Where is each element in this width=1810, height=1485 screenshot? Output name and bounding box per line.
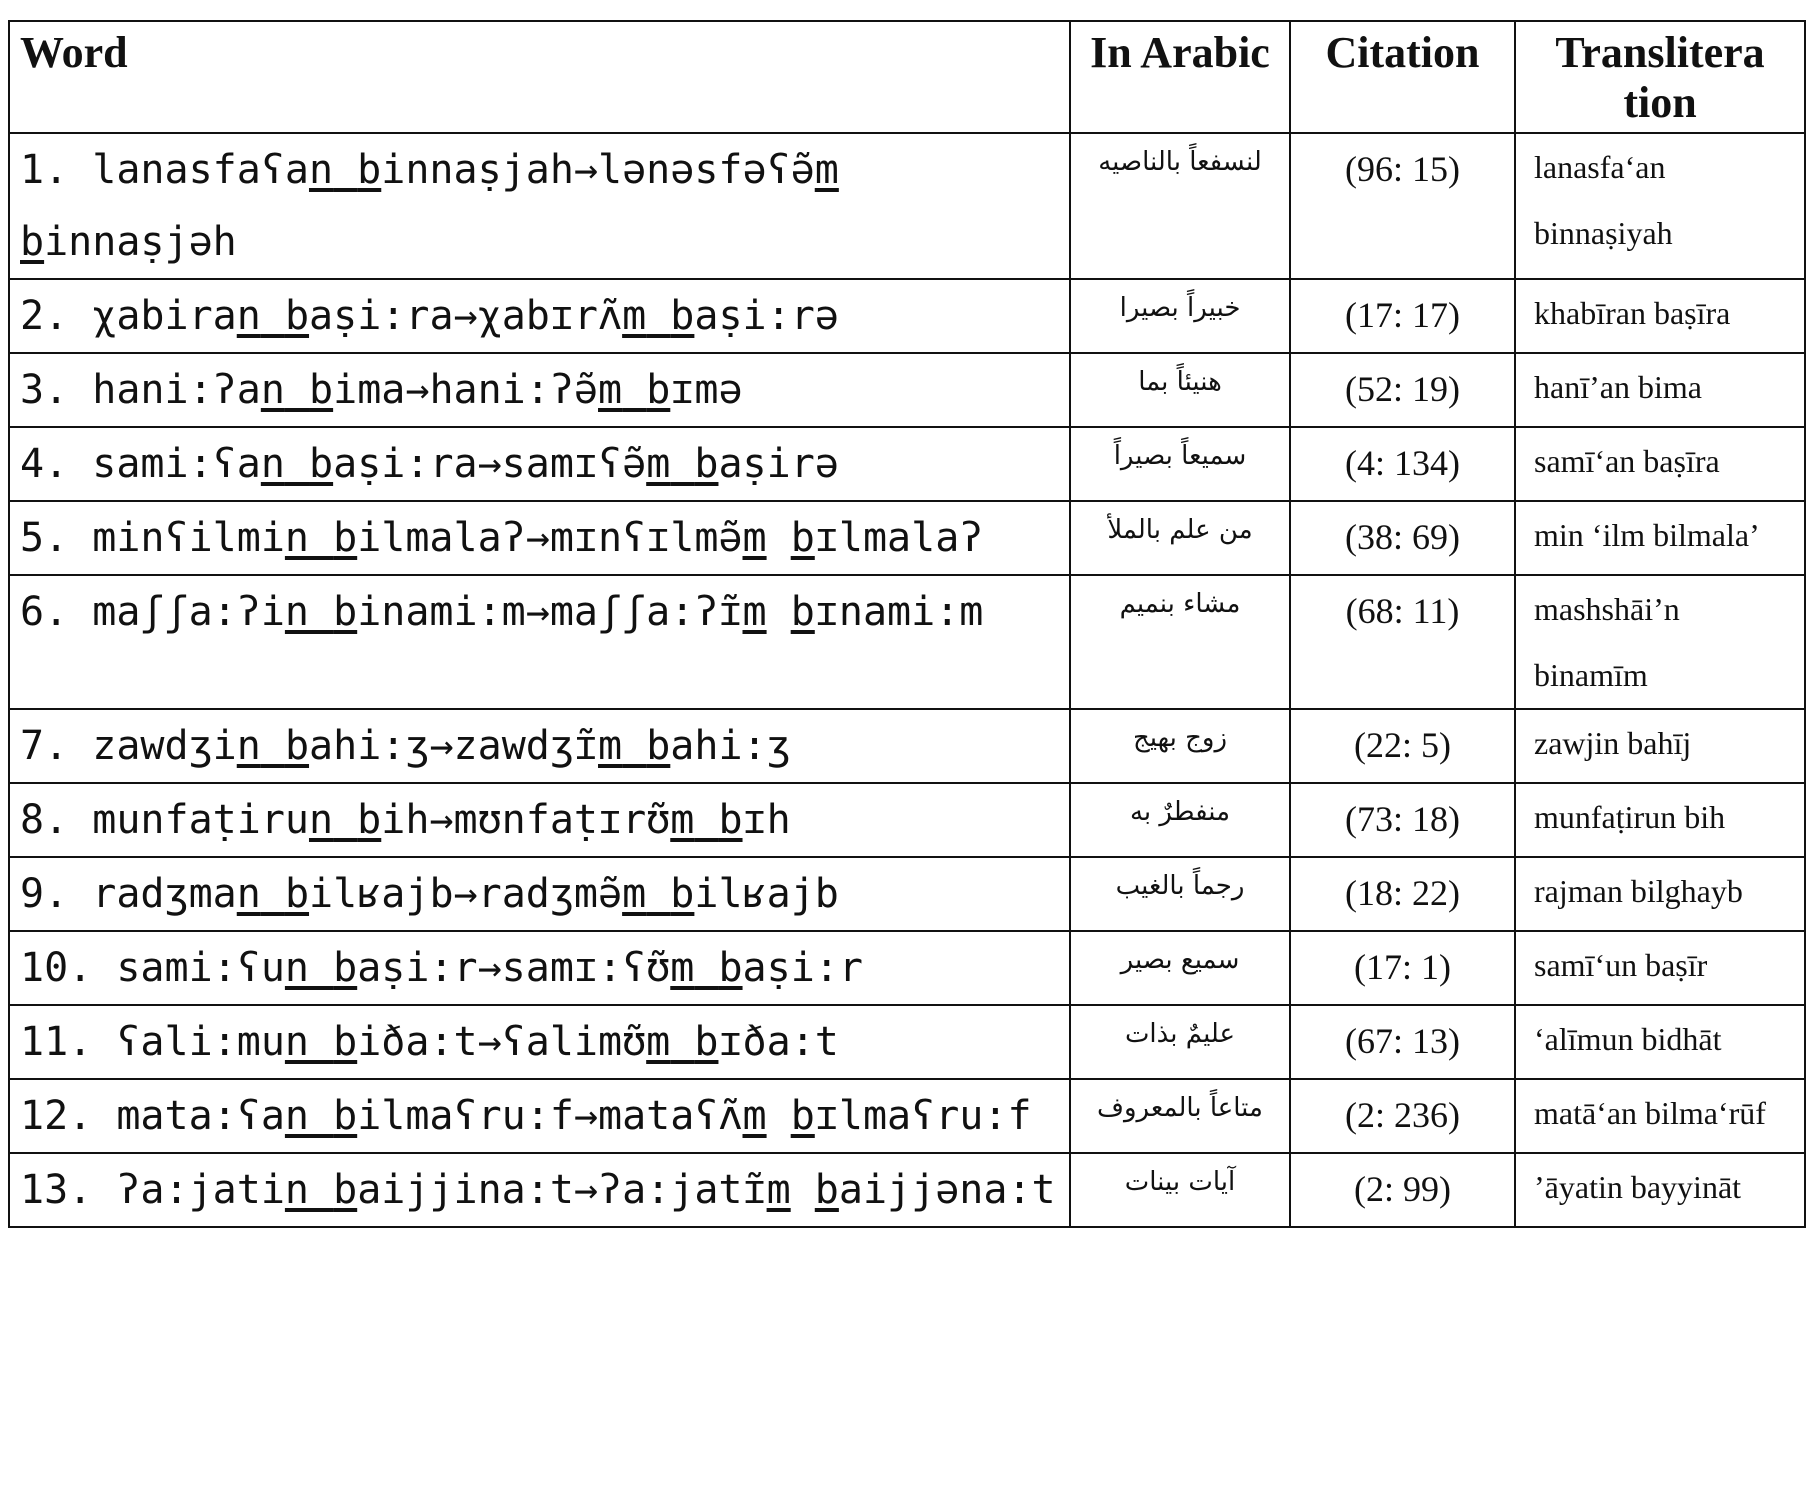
transliteration-cell: min ‘ilm bilmala’ bbox=[1515, 501, 1805, 575]
arabic-cell: سميعاً بصيراً bbox=[1070, 427, 1290, 501]
word-segment: ahi:ʒ bbox=[670, 723, 791, 769]
underlined-segment: b bbox=[646, 367, 671, 413]
arabic-cell: سميع بصير bbox=[1070, 931, 1290, 1005]
word-cell bbox=[9, 857, 1070, 931]
word-segment: ilmaʕru:f→mataʕʌ̃ bbox=[357, 1093, 743, 1139]
underlined-segment: n bbox=[308, 147, 334, 193]
underlined-segment: m bbox=[766, 1167, 791, 1213]
underlined-segment: b bbox=[284, 723, 310, 769]
word-segment: ɪlmaʕru:f bbox=[814, 1093, 1032, 1139]
transliteration-cell: matā‘an bilma‘rūf bbox=[1515, 1079, 1805, 1153]
underlined-segment bbox=[261, 871, 285, 917]
word-segment: ilʁajb→radʒmə̃ bbox=[309, 871, 623, 917]
word-cell bbox=[9, 709, 1070, 783]
underlined-segment: b bbox=[694, 1019, 719, 1065]
underlined-segment bbox=[670, 1019, 694, 1065]
underlined-segment: m bbox=[646, 441, 671, 487]
word-segment: inami:m→maʃʃa:ʔɪ̃ bbox=[357, 589, 743, 635]
word-segment: 9. radʒma bbox=[20, 871, 237, 917]
underlined-segment: n bbox=[260, 367, 285, 413]
word-segment: ɪlmalaʔ bbox=[814, 515, 984, 561]
underlined-segment: m bbox=[646, 1019, 671, 1065]
word-segment: 10. sami:ʕu bbox=[20, 945, 285, 991]
citation-cell: (38: 69) bbox=[1290, 501, 1515, 575]
word-segment: ɪmə bbox=[670, 367, 743, 413]
underlined-segment: m bbox=[814, 147, 839, 193]
header-word: Word bbox=[9, 21, 1070, 133]
underlined-segment: n bbox=[236, 723, 261, 769]
phonology-table-page bbox=[8, 20, 1804, 1228]
underlined-segment: n bbox=[308, 797, 334, 843]
underlined-segment: n bbox=[284, 589, 309, 635]
word-segment: ima→hani:ʔə̃ bbox=[333, 367, 599, 413]
word-segment: innaṣjəh bbox=[44, 219, 237, 265]
underlined-segment: b bbox=[309, 441, 334, 487]
word-segment: 5. minʕilmi bbox=[20, 515, 285, 561]
underlined-segment: m bbox=[742, 589, 767, 635]
table-row bbox=[9, 353, 1805, 427]
word-segment: ilʁajb bbox=[694, 871, 839, 917]
word-segment: ɪða:t bbox=[718, 1019, 839, 1065]
underlined-segment: b bbox=[646, 723, 671, 769]
arabic-cell: خبيراً بصيرا bbox=[1070, 279, 1290, 353]
underlined-segment bbox=[333, 147, 357, 193]
underlined-segment: b bbox=[790, 515, 815, 561]
transliteration-cell: samī‘un baṣīr bbox=[1515, 931, 1805, 1005]
underlined-segment: b bbox=[284, 293, 310, 339]
transliteration-cell: ’āyatin bayyināt bbox=[1515, 1153, 1805, 1227]
underlined-segment: b bbox=[790, 1093, 815, 1139]
word-segment: ɪh bbox=[742, 797, 791, 843]
word-segment: aṣi:rə bbox=[694, 293, 839, 339]
underlined-segment: m bbox=[670, 797, 695, 843]
word-segment: aṣi:r bbox=[742, 945, 863, 991]
word-cell bbox=[9, 1005, 1070, 1079]
word-segment: ɪnami:m bbox=[814, 589, 984, 635]
underlined-segment: b bbox=[670, 871, 695, 917]
citation-cell: (4: 134) bbox=[1290, 427, 1515, 501]
underlined-segment: m bbox=[598, 367, 623, 413]
word-cell bbox=[9, 133, 1070, 279]
underlined-segment bbox=[309, 945, 333, 991]
table-row bbox=[9, 133, 1805, 279]
citation-cell: (2: 236) bbox=[1290, 1079, 1515, 1153]
underlined-segment: b bbox=[814, 1167, 839, 1213]
underlined-segment: b bbox=[333, 1019, 358, 1065]
transliteration-cell: rajman bilghayb bbox=[1515, 857, 1805, 931]
word-segment: aṣi:r→samɪ:ʕʊ̃ bbox=[357, 945, 671, 991]
citation-cell: (2: 99) bbox=[1290, 1153, 1515, 1227]
table-row bbox=[9, 1079, 1805, 1153]
table-row bbox=[9, 783, 1805, 857]
underlined-segment bbox=[694, 945, 718, 991]
header-transliteration: Translitera tion bbox=[1515, 21, 1805, 133]
table-row bbox=[9, 857, 1805, 931]
header-in-arabic: In Arabic bbox=[1070, 21, 1290, 133]
citation-cell: (52: 19) bbox=[1290, 353, 1515, 427]
underlined-segment: b bbox=[333, 589, 358, 635]
header-citation: Citation bbox=[1290, 21, 1515, 133]
word-segment: aṣi:ra→χabɪrʌ̃ bbox=[309, 293, 623, 339]
citation-cell: (22: 5) bbox=[1290, 709, 1515, 783]
word-segment: iða:t→ʕalimʊ̃ bbox=[357, 1019, 647, 1065]
word-cell bbox=[9, 931, 1070, 1005]
transliteration-cell: lanasfa‘an binnaṣiyah bbox=[1515, 133, 1805, 279]
word-cell bbox=[9, 427, 1070, 501]
arabic-cell: متاعاً بالمعروف bbox=[1070, 1079, 1290, 1153]
underlined-segment: b bbox=[309, 367, 334, 413]
word-segment: 7. zawdʒi bbox=[20, 723, 237, 769]
arabic-cell: منفطرٌ به bbox=[1070, 783, 1290, 857]
arabic-cell: من علم بالملأ bbox=[1070, 501, 1290, 575]
underlined-segment: n bbox=[284, 515, 309, 561]
underlined-segment: b bbox=[357, 797, 382, 843]
transliteration-cell: mashshāi’n binamīm bbox=[1515, 575, 1805, 709]
word-segment: aijjina:t→ʔa:jatɪ̃ bbox=[357, 1167, 767, 1213]
underlined-segment: n bbox=[236, 871, 261, 917]
table-row bbox=[9, 501, 1805, 575]
underlined-segment: b bbox=[718, 797, 743, 843]
transliteration-cell: ‘alīmun bidhāt bbox=[1515, 1005, 1805, 1079]
word-segment: ilmalaʔ→mɪnʕɪlmə̃ bbox=[357, 515, 743, 561]
table-row bbox=[9, 279, 1805, 353]
arabic-cell: عليمٌ بذات bbox=[1070, 1005, 1290, 1079]
underlined-segment: b bbox=[718, 945, 743, 991]
underlined-segment: b bbox=[357, 147, 382, 193]
underlined-segment: m bbox=[742, 1093, 767, 1139]
transliteration-cell: zawjin bahīj bbox=[1515, 709, 1805, 783]
underlined-segment: b bbox=[284, 871, 310, 917]
table-row bbox=[9, 1005, 1805, 1079]
underlined-segment: m bbox=[598, 723, 623, 769]
word-segment: 4. sami:ʕa bbox=[20, 441, 261, 487]
underlined-segment: m bbox=[670, 945, 695, 991]
word-segment bbox=[767, 589, 791, 635]
underlined-segment: b bbox=[20, 219, 45, 265]
underlined-segment: m bbox=[622, 871, 647, 917]
arabic-cell: هنيئاً بما bbox=[1070, 353, 1290, 427]
word-segment: 11. ʕali:mu bbox=[20, 1019, 285, 1065]
underlined-segment bbox=[646, 293, 670, 339]
word-cell bbox=[9, 501, 1070, 575]
citation-cell: (67: 13) bbox=[1290, 1005, 1515, 1079]
word-segment: innaṣjah→lənəsfəʕə̃ bbox=[381, 147, 815, 193]
word-cell bbox=[9, 783, 1070, 857]
underlined-segment bbox=[285, 441, 309, 487]
transliteration-cell: munfaṭirun bih bbox=[1515, 783, 1805, 857]
citation-cell: (73: 18) bbox=[1290, 783, 1515, 857]
citation-cell: (17: 17) bbox=[1290, 279, 1515, 353]
underlined-segment bbox=[309, 515, 333, 561]
underlined-segment: n bbox=[284, 945, 309, 991]
word-cell bbox=[9, 575, 1070, 709]
underlined-segment: n bbox=[284, 1019, 309, 1065]
underlined-segment bbox=[309, 1167, 333, 1213]
word-segment: ih→mʊnfaṭɪrʊ̃ bbox=[381, 797, 671, 843]
assimilation-examples-table bbox=[8, 20, 1806, 1228]
underlined-segment: m bbox=[622, 293, 647, 339]
arabic-cell: زوج بهيج bbox=[1070, 709, 1290, 783]
transliteration-cell: khabīran baṣīra bbox=[1515, 279, 1805, 353]
underlined-segment: b bbox=[670, 293, 695, 339]
underlined-segment bbox=[670, 441, 694, 487]
word-segment: 1. lanasfaʕa bbox=[20, 147, 309, 193]
transliteration-cell: hanī’an bima bbox=[1515, 353, 1805, 427]
underlined-segment: b bbox=[333, 1093, 358, 1139]
word-segment: 8. munfaṭiru bbox=[20, 797, 309, 843]
arabic-cell: رجماً بالغيب bbox=[1070, 857, 1290, 931]
underlined-segment bbox=[333, 797, 357, 843]
word-segment: 6. maʃʃa:ʔi bbox=[20, 589, 285, 635]
table-row bbox=[9, 931, 1805, 1005]
arabic-cell: لنسفعاً بالناصيه bbox=[1070, 133, 1290, 279]
table-row bbox=[9, 427, 1805, 501]
word-segment: aṣirə bbox=[718, 441, 839, 487]
underlined-segment bbox=[309, 589, 333, 635]
word-segment: 2. χabira bbox=[20, 293, 237, 339]
underlined-segment bbox=[309, 1093, 333, 1139]
underlined-segment: b bbox=[333, 515, 358, 561]
underlined-segment: b bbox=[333, 1167, 358, 1213]
underlined-segment: b bbox=[790, 589, 815, 635]
underlined-segment bbox=[261, 723, 285, 769]
underlined-segment bbox=[309, 1019, 333, 1065]
table-row bbox=[9, 575, 1805, 709]
citation-cell: (68: 11) bbox=[1290, 575, 1515, 709]
underlined-segment bbox=[646, 871, 670, 917]
table-row bbox=[9, 1153, 1805, 1227]
underlined-segment bbox=[694, 797, 718, 843]
word-segment: 13. ʔa:jati bbox=[20, 1167, 285, 1213]
underlined-segment: n bbox=[260, 441, 285, 487]
word-cell bbox=[9, 1153, 1070, 1227]
word-segment: aijjəna:t bbox=[838, 1167, 1056, 1213]
word-segment bbox=[767, 1093, 791, 1139]
underlined-segment: b bbox=[333, 945, 358, 991]
underlined-segment bbox=[261, 293, 285, 339]
citation-cell: (17: 1) bbox=[1290, 931, 1515, 1005]
word-segment: 3. hani:ʔa bbox=[20, 367, 261, 413]
word-cell bbox=[9, 279, 1070, 353]
arabic-cell: مشاء بنميم bbox=[1070, 575, 1290, 709]
word-segment: 12. mata:ʕa bbox=[20, 1093, 285, 1139]
word-segment: ahi:ʒ→zawdʒɪ̃ bbox=[309, 723, 599, 769]
table-row bbox=[9, 709, 1805, 783]
transliteration-cell: samī‘an baṣīra bbox=[1515, 427, 1805, 501]
underlined-segment bbox=[622, 723, 646, 769]
arabic-cell: آيات بينات bbox=[1070, 1153, 1290, 1227]
word-cell bbox=[9, 1079, 1070, 1153]
table-body bbox=[9, 133, 1805, 1227]
word-segment bbox=[767, 515, 791, 561]
underlined-segment: n bbox=[284, 1093, 309, 1139]
underlined-segment: n bbox=[284, 1167, 309, 1213]
citation-cell: (18: 22) bbox=[1290, 857, 1515, 931]
underlined-segment: m bbox=[742, 515, 767, 561]
citation-cell: (96: 15) bbox=[1290, 133, 1515, 279]
word-segment: aṣi:ra→samɪʕə̃ bbox=[333, 441, 647, 487]
word-cell bbox=[9, 353, 1070, 427]
table-header-row bbox=[9, 21, 1805, 133]
underlined-segment bbox=[285, 367, 309, 413]
underlined-segment: n bbox=[236, 293, 261, 339]
underlined-segment bbox=[622, 367, 646, 413]
underlined-segment: b bbox=[694, 441, 719, 487]
word-segment bbox=[791, 1167, 815, 1213]
